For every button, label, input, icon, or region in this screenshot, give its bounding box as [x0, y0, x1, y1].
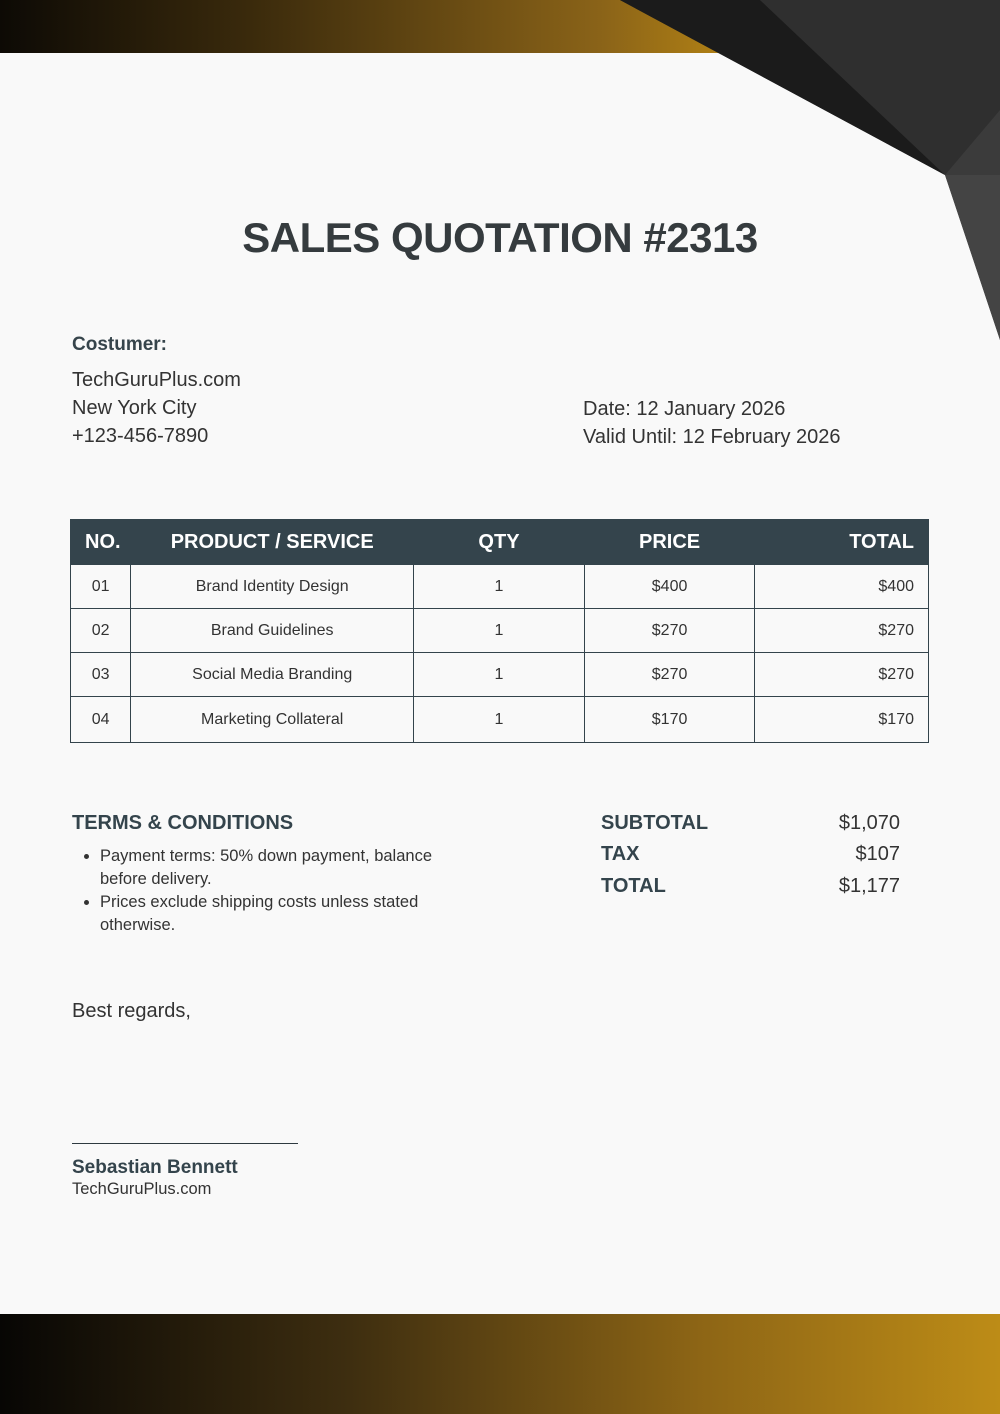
signature-line: [72, 1143, 298, 1144]
signer-name: Sebastian Bennett: [72, 1157, 238, 1178]
valid-until-date: Valid Until: 12 February 2026: [583, 426, 841, 448]
cell-price: $170: [584, 697, 755, 743]
cell-price: $270: [584, 609, 755, 653]
table-row: [71, 565, 929, 609]
tax-value: $107: [855, 843, 900, 865]
table-row: [71, 653, 929, 697]
header-total: TOTAL: [755, 520, 929, 565]
terms-title: TERMS & CONDITIONS: [72, 812, 294, 834]
cell-no: 04: [71, 697, 131, 743]
page-title: SALES QUOTATION #2313: [242, 214, 758, 261]
signer-organization: TechGuruPlus.com: [72, 1180, 212, 1198]
table-row: [71, 609, 929, 653]
cell-qty: 1: [414, 697, 585, 743]
subtotal-value: $1,070: [838, 812, 900, 834]
cell-price: $270: [584, 653, 755, 697]
items-table: [70, 519, 929, 743]
cell-no: 03: [71, 653, 131, 697]
cell-price: $400: [584, 565, 755, 609]
total-label: TOTAL: [601, 875, 666, 897]
cell-qty: 1: [414, 609, 585, 653]
header-qty: QTY: [414, 520, 585, 565]
cell-product: Brand Guidelines: [131, 609, 414, 653]
table-row: [71, 697, 929, 743]
total-value: $1,177: [838, 875, 900, 897]
header-price: PRICE: [584, 520, 755, 565]
tax-label: TAX: [601, 843, 640, 865]
cell-qty: 1: [414, 653, 585, 697]
corner-decoration: [0, 0, 1000, 340]
table-header-row: [71, 520, 929, 565]
header-product: PRODUCT / SERVICE: [131, 520, 414, 565]
subtotal-label: SUBTOTAL: [601, 812, 709, 834]
cell-total: $270: [755, 653, 929, 697]
bottom-gradient-bar: [0, 1314, 1000, 1414]
closing-regards: Best regards,: [72, 1000, 191, 1022]
customer-name: TechGuruPlus.com: [72, 369, 241, 391]
quote-date: Date: 12 January 2026: [583, 398, 786, 420]
list-item: • Prices exclude shipping costs unless stated otherwise.: [100, 891, 440, 937]
cell-qty: 1: [414, 565, 585, 609]
cell-product: Social Media Branding: [131, 653, 414, 697]
cell-total: $170: [755, 697, 929, 743]
cell-total: $270: [755, 609, 929, 653]
customer-label: Costumer:: [72, 334, 168, 355]
terms-list: [72, 845, 440, 937]
cell-product: Brand Identity Design: [131, 565, 414, 609]
cell-no: 01: [71, 565, 131, 609]
cell-total: $400: [755, 565, 929, 609]
header-no: NO.: [71, 520, 131, 565]
customer-city: New York City: [72, 397, 197, 419]
cell-product: Marketing Collateral: [131, 697, 414, 743]
cell-no: 02: [71, 609, 131, 653]
list-item: • Payment terms: 50% down payment, balance before delivery.: [100, 845, 440, 891]
customer-phone: +123-456-7890: [72, 425, 209, 447]
